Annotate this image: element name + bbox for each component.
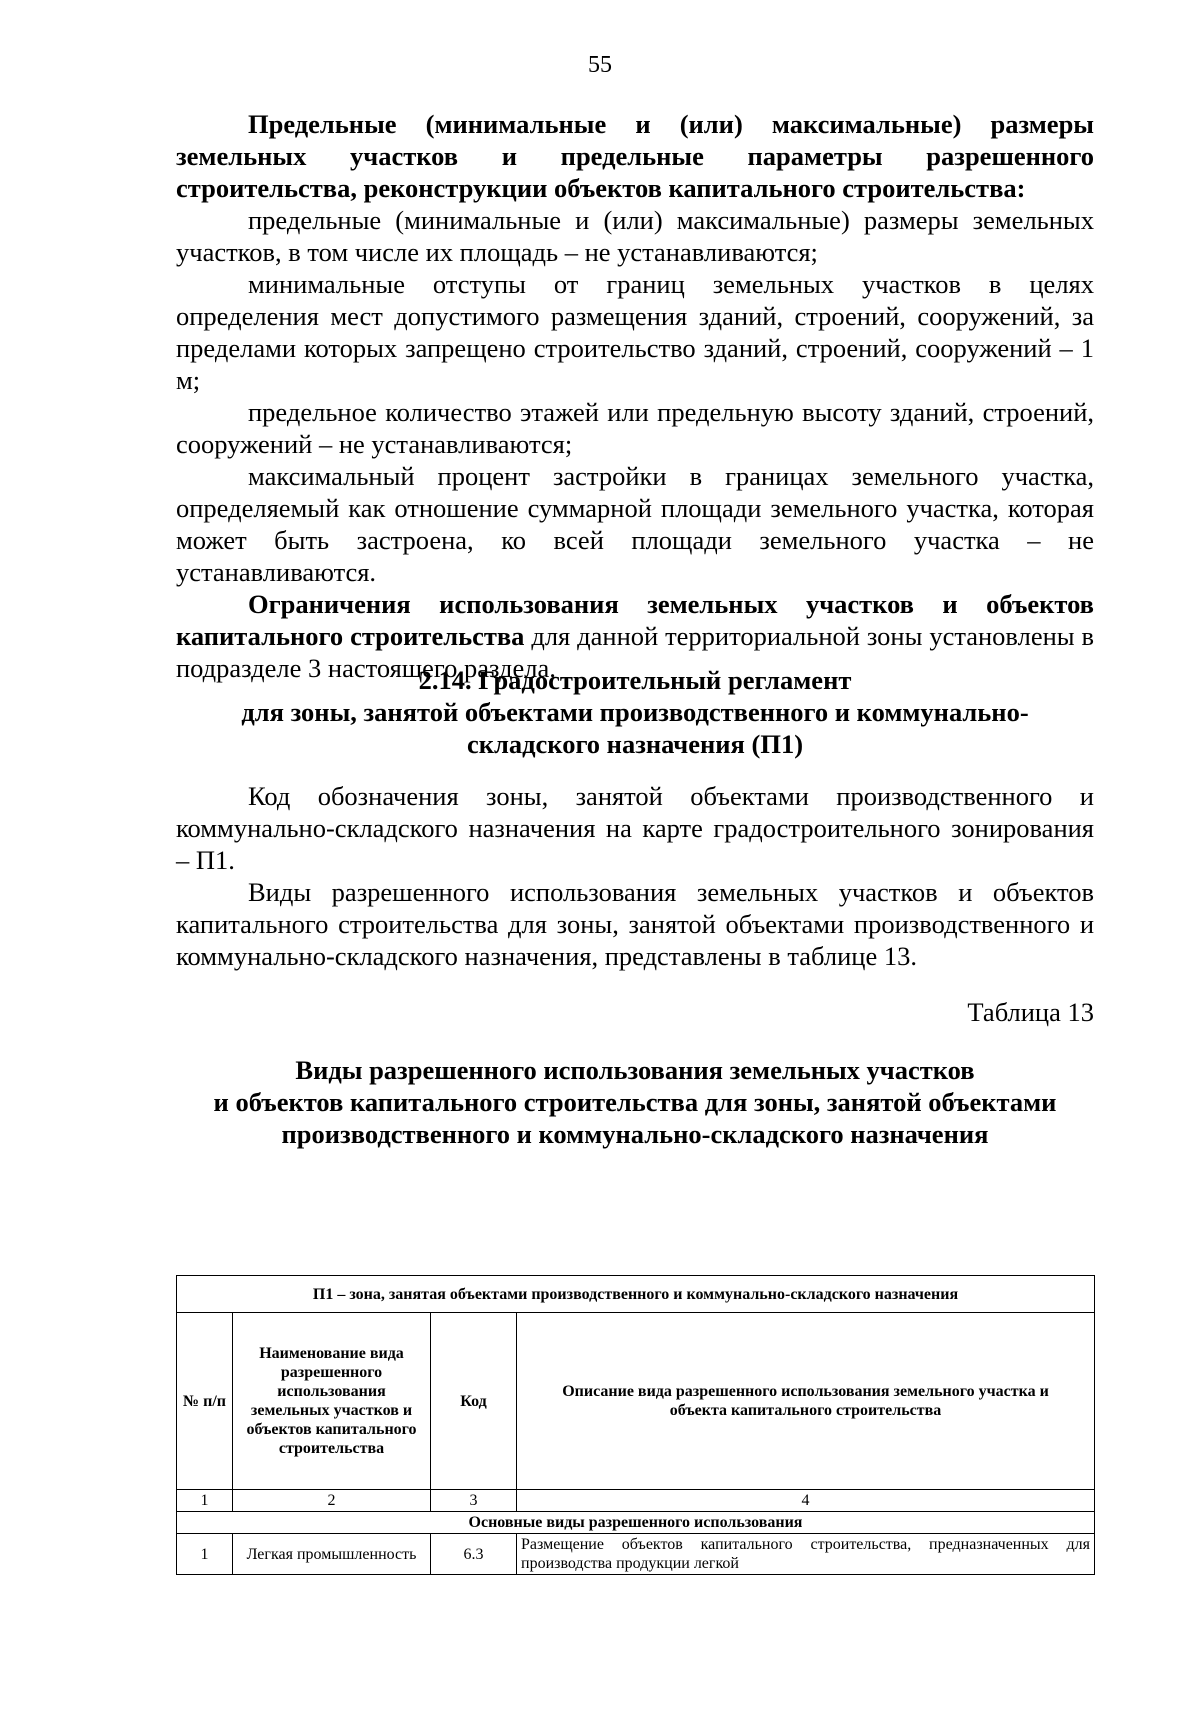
intro-item-setbacks: минимальные отступы от границ земельных участков в целях определения мест допустимого размещения зданий, строений, сооружений, за пределами которых запрещено строительство зданий, строений, сооружений – 1 м; [176, 269, 1094, 395]
table-caption: Таблица 13 [967, 997, 1094, 1027]
section-body [176, 780, 1094, 972]
index-cell-3: 3 [431, 1490, 517, 1512]
col-header-desc: Описание вида разрешенного использования земельного участка и объекта капитального строительства [517, 1313, 1095, 1490]
group-header-cell: Основные виды разрешенного использования [177, 1512, 1095, 1534]
table-title-line1: Виды разрешенного использования земельных участков [295, 1055, 975, 1085]
restrictions-rest: для данной территориальной зоны установлены в подразделе 3 настоящего раздела. [176, 621, 1094, 683]
table-title-line2: и объектов капитального строительства для зоны, занятой объектами [213, 1087, 1057, 1117]
permitted-uses-paragraph: Виды разрешенного использования земельных участков и объектов капитального строительства для зоны, занятой объектами производственного и коммунально-складского назначения, представлены в таблице 13. [176, 877, 1094, 971]
index-row [177, 1490, 1095, 1512]
intro-item-floors: предельное количество этажей или предельную высоту зданий, строений, сооружений – не устанавливаются; [176, 397, 1094, 459]
col-header-num: № п/п [177, 1313, 233, 1490]
column-header-row [177, 1313, 1095, 1490]
group-header-row [177, 1512, 1095, 1534]
zone-code-paragraph: Код обозначения зоны, занятой объектами производственного и коммунально-складского назначения на карте градостроительного зонирования – П1. [176, 781, 1094, 875]
section-title [176, 664, 1094, 760]
zone-header-cell: П1 – зона, занятая объектами производственного и коммунально-складского назначения [177, 1276, 1095, 1313]
col-header-name: Наименование вида разрешенного использования земельных участков и объектов капитального строительства [233, 1313, 431, 1490]
table-row [177, 1534, 1095, 1575]
section-title-line3: складского назначения (П1) [466, 729, 804, 759]
section-title-line1: 2.14. Градостроительный регламент [418, 665, 852, 695]
page-number: 55 [588, 52, 612, 78]
permitted-uses-table [176, 1275, 1095, 1575]
zone-header-row [177, 1276, 1095, 1313]
restrictions-bold: Ограничения использования земельных участков и объектов капитального строительства [176, 589, 1094, 651]
index-cell-1: 1 [177, 1490, 233, 1512]
col-header-code: Код [431, 1313, 517, 1490]
intro-item-plot-size: предельные (минимальные и (или) максимальные) размеры земельных участков, в том числе их площадь – не устанавливаются; [176, 205, 1094, 267]
table-title-line3: производственного и коммунально-складского назначения [281, 1119, 989, 1149]
index-cell-4: 4 [517, 1490, 1095, 1512]
intro-item-coverage: максимальный процент застройки в границах земельного участка, определяемый как отношение суммарной площади земельного участка, которая может быть застроена, ко всей площади земельного участка – не устанавливаются. [176, 461, 1094, 587]
intro-heading: Предельные (минимальные и (или) максимальные) размеры земельных участков и предельные параметры разрешенного строительства, реконструкции объектов капитального строительства: [176, 109, 1094, 203]
table-title [176, 1054, 1094, 1150]
row-name: Легкая промышленность [233, 1534, 431, 1575]
section-title-line2: для зоны, занятой объектами производственного и коммунально- [241, 697, 1029, 727]
index-cell-2: 2 [233, 1490, 431, 1512]
intro-block [176, 108, 1094, 684]
row-num: 1 [177, 1534, 233, 1575]
row-code: 6.3 [431, 1534, 517, 1575]
row-desc: Размещение объектов капитального строительства, предназначенных для производства продукции легкой [517, 1534, 1095, 1575]
